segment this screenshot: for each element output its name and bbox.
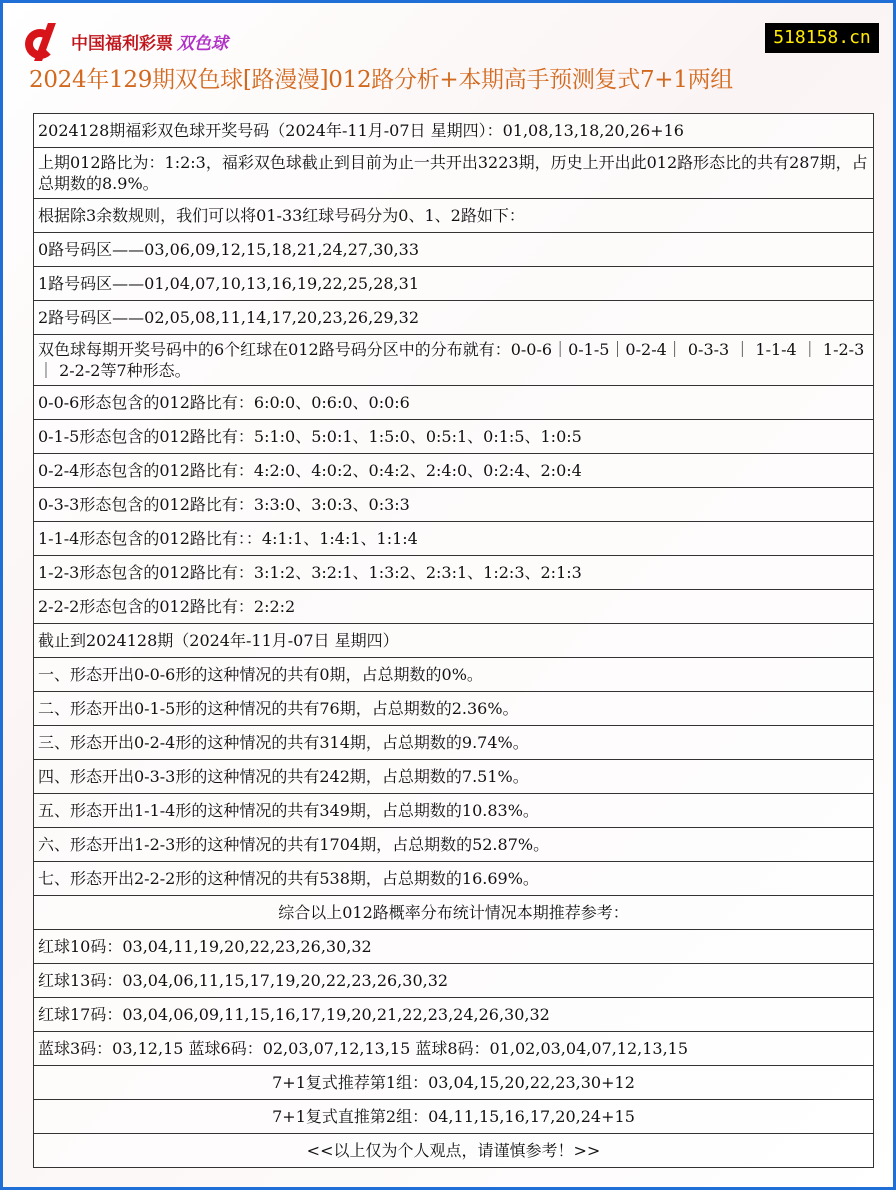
logo-text: 中国福利彩票 bbox=[71, 33, 173, 54]
table-cell: 综合以上012路概率分布统计情况本期推荐参考： bbox=[34, 896, 874, 930]
table-cell: 红球13码：03,04,06,11,15,17,19,20,22,23,26,30,32 bbox=[34, 964, 874, 998]
table-row bbox=[34, 488, 874, 522]
table-row bbox=[34, 420, 874, 454]
table-row bbox=[34, 726, 874, 760]
table-row bbox=[34, 386, 874, 420]
table-row bbox=[34, 862, 874, 896]
table-row bbox=[34, 199, 874, 233]
table-cell: 0-0-6形态包含的012路比有：6:0:0、0:6:0、0:0:6 bbox=[34, 386, 874, 420]
page-title: 2024年129期双色球[路漫漫]012路分析+本期高手预测复式7+1两组 bbox=[29, 67, 733, 93]
table-cell: 二、形态开出0-1-5形的这种情况的共有76期，占总期数的2.36%。 bbox=[34, 692, 874, 726]
table-row bbox=[34, 624, 874, 658]
table-cell: 0-2-4形态包含的012路比有：4:2:0、4:0:2、0:4:2、2:4:0、0:2:4、2:0:4 bbox=[34, 454, 874, 488]
table-row bbox=[34, 522, 874, 556]
table-cell: 三、形态开出0-2-4形的这种情况的共有314期，占总期数的9.74%。 bbox=[34, 726, 874, 760]
table-row bbox=[34, 760, 874, 794]
table-row bbox=[34, 964, 874, 998]
table-cell: 2024128期福彩双色球开奖号码（2024年-11月-07日 星期四）：01,08,13,18,20,26+16 bbox=[34, 114, 874, 148]
table-row bbox=[34, 930, 874, 964]
analysis-table bbox=[33, 113, 874, 1168]
table-cell: 2路号码区——02,05,08,11,14,17,20,23,26,29,32 bbox=[34, 301, 874, 335]
table-cell: 四、形态开出0-3-3形的这种情况的共有242期，占总期数的7.51%。 bbox=[34, 760, 874, 794]
table-row bbox=[34, 1100, 874, 1134]
table-cell: 0路号码区——03,06,09,12,15,18,21,24,27,30,33 bbox=[34, 233, 874, 267]
table-row bbox=[34, 267, 874, 301]
table-cell: 7+1复式推荐第1组：03,04,15,20,22,23,30+12 bbox=[34, 1066, 874, 1100]
table-row bbox=[34, 335, 874, 386]
table-cell: 五、形态开出1-1-4形的这种情况的共有349期，占总期数的10.83%。 bbox=[34, 794, 874, 828]
table-row bbox=[34, 998, 874, 1032]
table-row bbox=[34, 590, 874, 624]
table-row bbox=[34, 692, 874, 726]
table-cell: 1-1-4形态包含的012路比有：：4:1:1、1:4:1、1:1:4 bbox=[34, 522, 874, 556]
site-badge: 518158.cn bbox=[765, 23, 879, 53]
table-row bbox=[34, 828, 874, 862]
table-cell: 1路号码区——01,04,07,10,13,16,19,22,25,28,31 bbox=[34, 267, 874, 301]
table-cell: 一、形态开出0-0-6形的这种情况的共有0期，占总期数的0%。 bbox=[34, 658, 874, 692]
table-row bbox=[34, 794, 874, 828]
logo-brand: 双色球 bbox=[177, 33, 228, 54]
table-row bbox=[34, 1066, 874, 1100]
table-cell: 7+1复式直推第2组：04,11,15,16,17,20,24+15 bbox=[34, 1100, 874, 1134]
table-row bbox=[34, 301, 874, 335]
lottery-logo bbox=[23, 21, 228, 61]
table-cell: 0-1-5形态包含的012路比有：5:1:0、5:0:1、1:5:0、0:5:1、0:1:5、1:0:5 bbox=[34, 420, 874, 454]
table-cell: 红球17码：03,04,06,09,11,15,16,17,19,20,21,22,23,24,26,30,32 bbox=[34, 998, 874, 1032]
table-row bbox=[34, 114, 874, 148]
table-row bbox=[34, 896, 874, 930]
table-cell: 上期012路比为：1:2:3，福彩双色球截止到目前为止一共开出3223期，历史上开出此012路形态比的共有287期，占总期数的8.9%。 bbox=[34, 148, 874, 199]
table-cell: <<以上仅为个人观点，请谨慎参考！>> bbox=[34, 1134, 874, 1168]
table-row bbox=[34, 658, 874, 692]
table-row bbox=[34, 556, 874, 590]
welfare-lottery-logo-icon bbox=[23, 21, 67, 61]
table-row bbox=[34, 148, 874, 199]
table-cell: 截止到2024128期（2024年-11月-07日 星期四） bbox=[34, 624, 874, 658]
table-cell: 双色球每期开奖号码中的6个红球在012路号码分区中的分布就有：0-0-6｜0-1-5｜0-2-4｜ 0-3-3 ｜ 1-1-4 ｜ 1-2-3 ｜ 2-2-2等7种形态。 bbox=[34, 335, 874, 386]
table-cell: 1-2-3形态包含的012路比有：3:1:2、3:2:1、1:3:2、2:3:1、1:2:3、2:1:3 bbox=[34, 556, 874, 590]
table-cell: 六、形态开出1-2-3形的这种情况的共有1704期，占总期数的52.87%。 bbox=[34, 828, 874, 862]
table-cell: 根据除3余数规则，我们可以将01-33红球号码分为0、1、2路如下： bbox=[34, 199, 874, 233]
table-cell: 红球10码：03,04,11,19,20,22,23,26,30,32 bbox=[34, 930, 874, 964]
table-row bbox=[34, 1032, 874, 1066]
table-row bbox=[34, 233, 874, 267]
table-cell: 2-2-2形态包含的012路比有：2:2:2 bbox=[34, 590, 874, 624]
table-cell: 0-3-3形态包含的012路比有：3:3:0、3:0:3、0:3:3 bbox=[34, 488, 874, 522]
table-row bbox=[34, 454, 874, 488]
table-cell: 七、形态开出2-2-2形的这种情况的共有538期，占总期数的16.69%。 bbox=[34, 862, 874, 896]
table-row bbox=[34, 1134, 874, 1168]
table-cell: 蓝球3码：03,12,15 蓝球6码：02,03,07,12,13,15 蓝球8码：01,02,03,04,07,12,13,15 bbox=[34, 1032, 874, 1066]
